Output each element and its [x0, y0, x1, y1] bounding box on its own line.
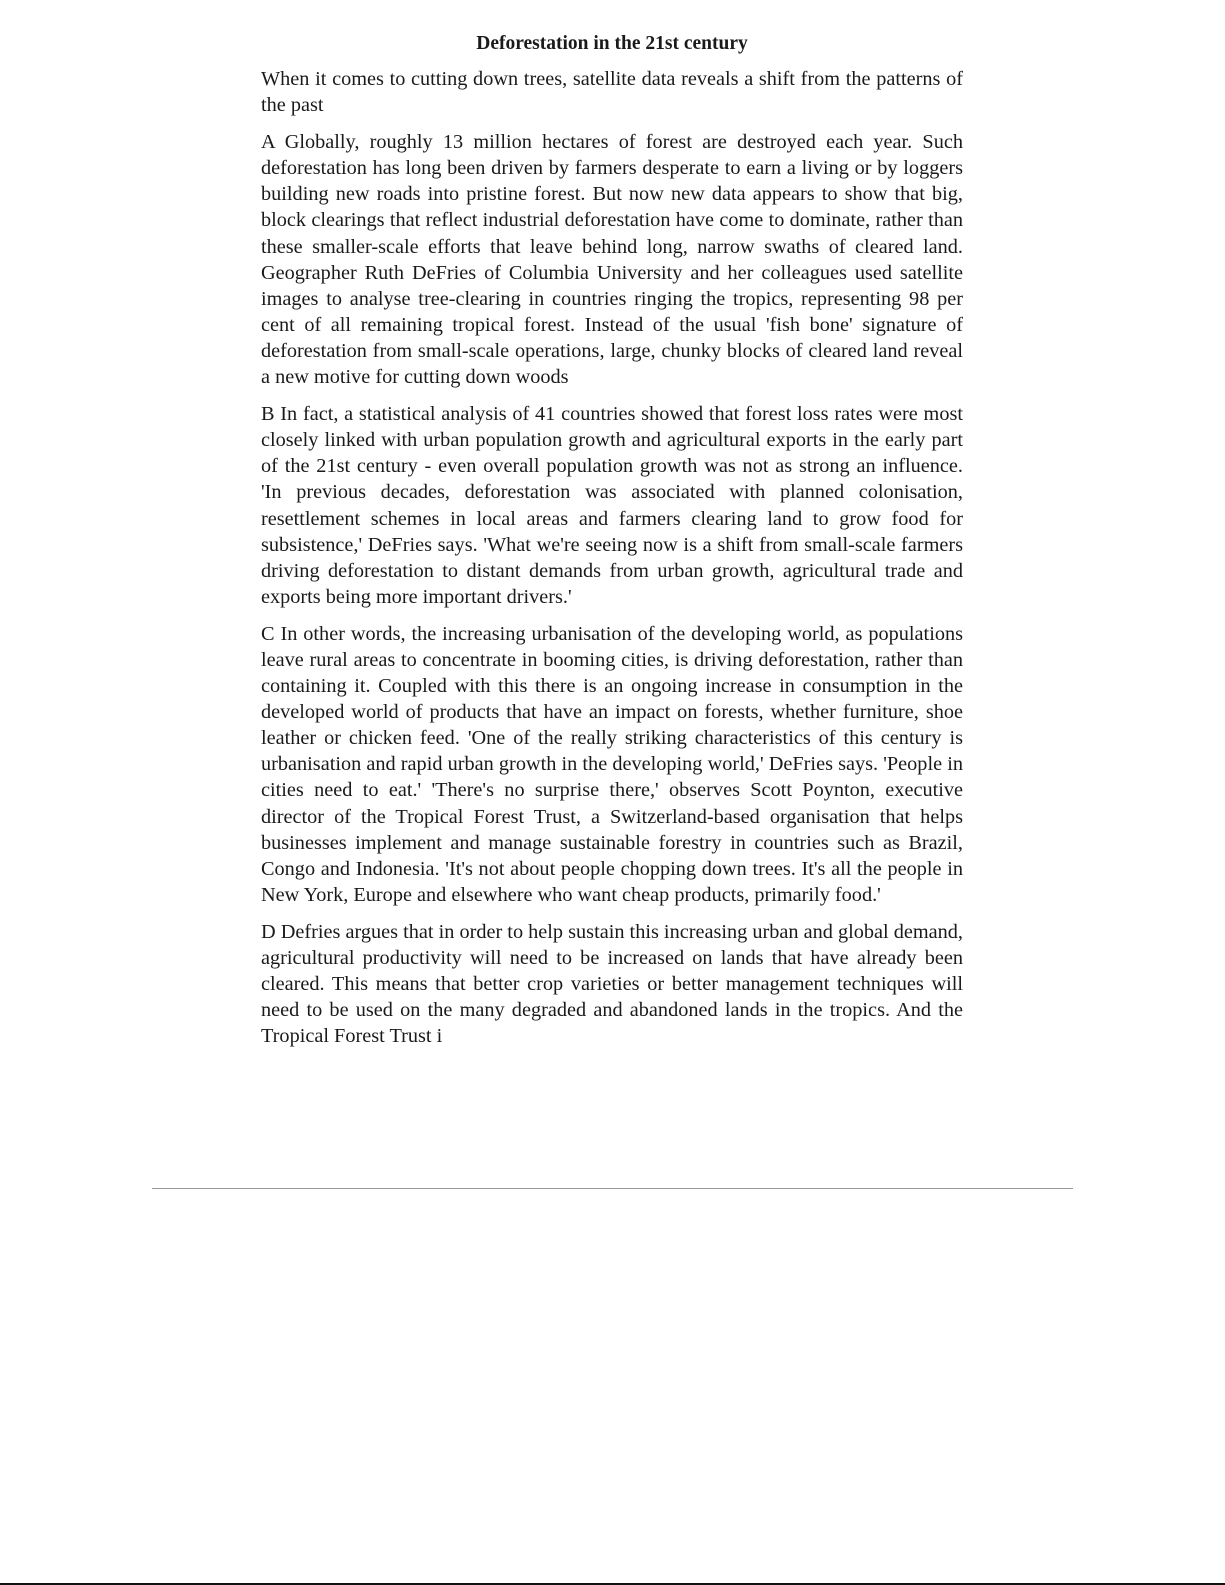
paragraph-c: C In other words, the increasing urbanisation of the developing world, as populations leave rural areas to concentrate in booming cities, is driving deforestation, rather than containing it. Coupled with this there is an ongoing increase in consumption in the developed world of products that have an impact on forests, whether furniture, shoe leather or chicken feed. 'One of the really striking characteristics of this century is urbanisation and rapid urban growth in the developing world,' DeFries says. 'People in cities need to eat.' 'There's no surprise there,' observes Scott Poynton, executive director of the Tropical Forest Trust, a Switzerland-based organisation that helps businesses implement and manage sustainable forestry in countries such as Brazil, Congo and Indonesia. 'It's not about people chopping down trees. It's all the people in New York, Europe and elsewhere who want cheap products, primarily food.': [261, 622, 963, 906]
subtitle-paragraph: When it comes to cutting down trees, satellite data reveals a shift from the patterns of the past: [261, 68, 963, 117]
page-title: Deforestation in the 21st century: [476, 33, 748, 54]
page-divider: [152, 1188, 1073, 1189]
paragraph-b: B In fact, a statistical analysis of 41 countries showed that forest loss rates were most closely linked with urban population growth and agricultural exports in the early part of the 21st century - even overall population growth was not as strong an influence. 'In previous decades, deforestation was associated with planned colonisation, resettlement schemes in local areas and farmers clearing land to grow food for subsistence,' DeFries says. 'What we're seeing now is a shift from small-scale farmers driving deforestation to distant demands from urban growth, agricultural trade and exports being more important drivers.': [261, 403, 963, 608]
paragraph-d: D Defries argues that in order to help sustain this increasing urban and global demand, agricultural productivity will need to be increased on lands that have already been cleared. This means that better crop varieties or better management techniques will need to be used on the many degraded and abandoned lands in the tropics. And the Tropical Forest Trust i: [261, 920, 963, 1048]
paragraph-a: A Globally, roughly 13 million hectares of forest are destroyed each year. Such deforestation has long been driven by farmers desperate to earn a living or by loggers building new roads into pristine forest. But now new data appears to show that big, block clearings that reflect industrial deforestation have come to dominate, rather than these smaller-scale efforts that leave behind long, narrow swaths of cleared land. Geographer Ruth DeFries of Columbia University and her colleagues used satellite images to analyse tree-clearing in countries ringing the tropics, representing 98 per cent of all remaining tropical forest. Instead of the usual 'fish bone' signature of deforestation from small-scale operations, large, chunky blocks of cleared land reveal a new motive for cutting down woods: [261, 131, 963, 389]
document-page: [261, 30, 963, 1060]
